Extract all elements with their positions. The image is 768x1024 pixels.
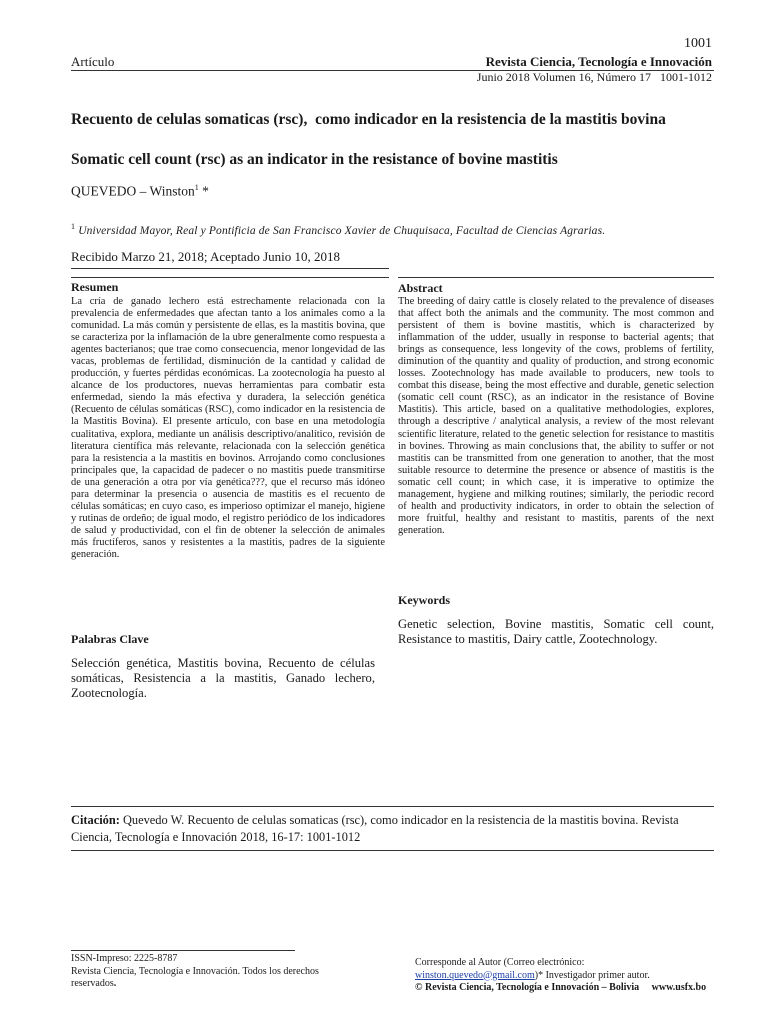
citation-top-rule xyxy=(71,806,714,807)
author-affiliation-mark: 1 xyxy=(194,183,199,192)
footer-right xyxy=(415,957,715,995)
resumen-heading: Resumen xyxy=(71,280,119,294)
page-number: 1001 xyxy=(684,36,712,51)
section-label: Artículo xyxy=(71,54,115,69)
corresponding-mark: * xyxy=(198,183,209,199)
rights-reserved: reservados xyxy=(71,978,114,989)
citation-text: Quevedo W. Recuento de celulas somaticas (rsc), como indicador en la resistencia de la mastitis bovina. Revista Ciencia, Tecnología e Innovación 2018, 16-17: 1001-1012 xyxy=(71,813,682,844)
issn: ISSN-Impreso: 2225-8787 xyxy=(71,953,178,964)
contact-note: * Investigador primer autor. xyxy=(538,969,650,981)
keywords-heading: Keywords xyxy=(398,593,450,607)
author-line xyxy=(71,183,209,200)
dates-rule xyxy=(71,268,389,269)
affiliation-number: 1 xyxy=(71,222,76,231)
affiliation-text: Universidad Mayor, Real y Pontificia de San Francisco Xavier de Chuquisaca, Facultad de Ciencias Agrarias. xyxy=(78,224,606,237)
resumen-rule xyxy=(71,277,389,278)
title-spanish: Recuento de celulas somaticas (rsc), como indicador en la resistencia de la mastitis bovina xyxy=(71,111,666,128)
contact-line xyxy=(415,970,715,983)
abstract-rule xyxy=(398,277,714,278)
citation-bottom-rule xyxy=(71,850,714,851)
rights-dot: . xyxy=(113,978,117,989)
email-close: ) xyxy=(534,969,539,981)
author-email-link[interactable]: winston.quevedo@gmail.com xyxy=(415,969,535,981)
keywords-text: Genetic selection, Bovine mastitis, Somatic cell count, Resistance to mastitis, Dairy cattle, Zootechnology. xyxy=(398,617,714,647)
abstract-heading: Abstract xyxy=(398,281,443,295)
title-english: Somatic cell count (rsc) as an indicator in the resistance of bovine mastitis xyxy=(71,151,558,168)
footer-rule xyxy=(71,950,295,951)
resumen-text: La cría de ganado lechero está estrechamente relacionada con la prevalencia de enfermedades que afectan tanto a los animales como a la comunidad. La más común y persistente de ellas, es la mastitis bovina, que se caracteriza por la inflamación de la ubre generalmente como respuesta a agentes bacterianos; que trae como consecuencia, menor longevidad de las vacas, problemas de fertilidad, disminución de la cantidad y calidad de producción, y fuertes pérdidas económicas. La zootecnología ha puesto al alcance de los productores, nuevas herramientas para combatir esta enfermedad, siendo la más efectiva y duradera, la selección genética (Recuento de células somáticas (RSC), como indicador en la resistencia de la Mastitis Bovina). El presente artículo, con base en una metodología cualitativa, explora, mediante un análisis descriptivo/analítico, revisión de literatura científica más relevante, relacionada con la selección genética para la resistencia a la mastitis en bovinos. Arrojando como conclusiones principales que, la capacidad de padecer o no mastitis puede transmitirse de una generación a otra por vía genética???, que el recurso más idóneo para determinar la presencia o ausencia de mastitis es el recuento de células somáticas; en cuyo caso, es imperioso optimizar el manejo, higiene y rutinas de ordeño; de igual modo, el registro periódico de los indicadores de salud y productividad, con el fin de obtener la selección de animales más fructíferos, sanos y resistentes a la mastitis, padres de la siguiente generación. xyxy=(71,296,385,560)
palabras-clave-text: Selección genética, Mastitis bovina, Recuento de células somáticas, Resistencia a la mastitis, Ganado lechero, Zootecnología. xyxy=(71,656,375,701)
received-accepted-dates: Recibido Marzo 21, 2018; Aceptado Junio 10, 2018 xyxy=(71,249,340,264)
citation-block xyxy=(71,812,714,846)
author-name: QUEVEDO – Winston xyxy=(71,183,195,199)
palabras-clave-heading: Palabras Clave xyxy=(71,632,149,646)
copyright-line: © Revista Ciencia, Tecnología e Innovación – Bolivia www.usfx.bo xyxy=(415,982,707,993)
affiliation-line xyxy=(71,222,605,237)
footer-left xyxy=(71,953,371,991)
issue-info: Junio 2018 Volumen 16, Número 17 1001-1012 xyxy=(476,70,712,84)
citation-label: Citación: xyxy=(71,813,120,827)
abstract-text: The breeding of dairy cattle is closely related to the prevalence of diseases that affect both the animals and the community. The most common and persistent of them is bovine mastitis, which is characterized by inflammation of the udder, usually in response to bacterial agents; that brings as consequence, less longevity of the cows, problems of fertility, diminution of the quantity and quality of production, and strong economic losses. Zootechnology has made available to producers, new tools to combat this disease, being the most effective and durable, genetic selection (somatic cell count (RSC), as an indicator in the resistance of Bovine Mastitis). This article, based on a qualitative methodologies, explores, through a descriptive / analytical analysis, a review of the most relevant scientific literature, related to the genetic selection for resistance to mastitis in bovines. Throwing as main conclusions that, the ability to suffer or not mastitis can be transmitted from one generation to another, that the most suitable resource to determine the presence or absence of mastitis is the somatic cell count; in which case, it is imperative to optimize the management, hygiene and milking routines; similarly, the periodic record of health and productivity indicators, in order to obtain the selection of more fruitful, healthy and resistant to mastitis, parents of the next generation. xyxy=(398,296,714,536)
journal-name: Revista Ciencia, Tecnología e Innovación xyxy=(485,54,712,69)
rights-line-1: Revista Ciencia, Tecnología e Innovación. Todos los derechos xyxy=(71,965,319,977)
contact-label: Corresponde al Autor (Correo electrónico: xyxy=(415,957,585,968)
rights-line-2 xyxy=(71,978,371,991)
